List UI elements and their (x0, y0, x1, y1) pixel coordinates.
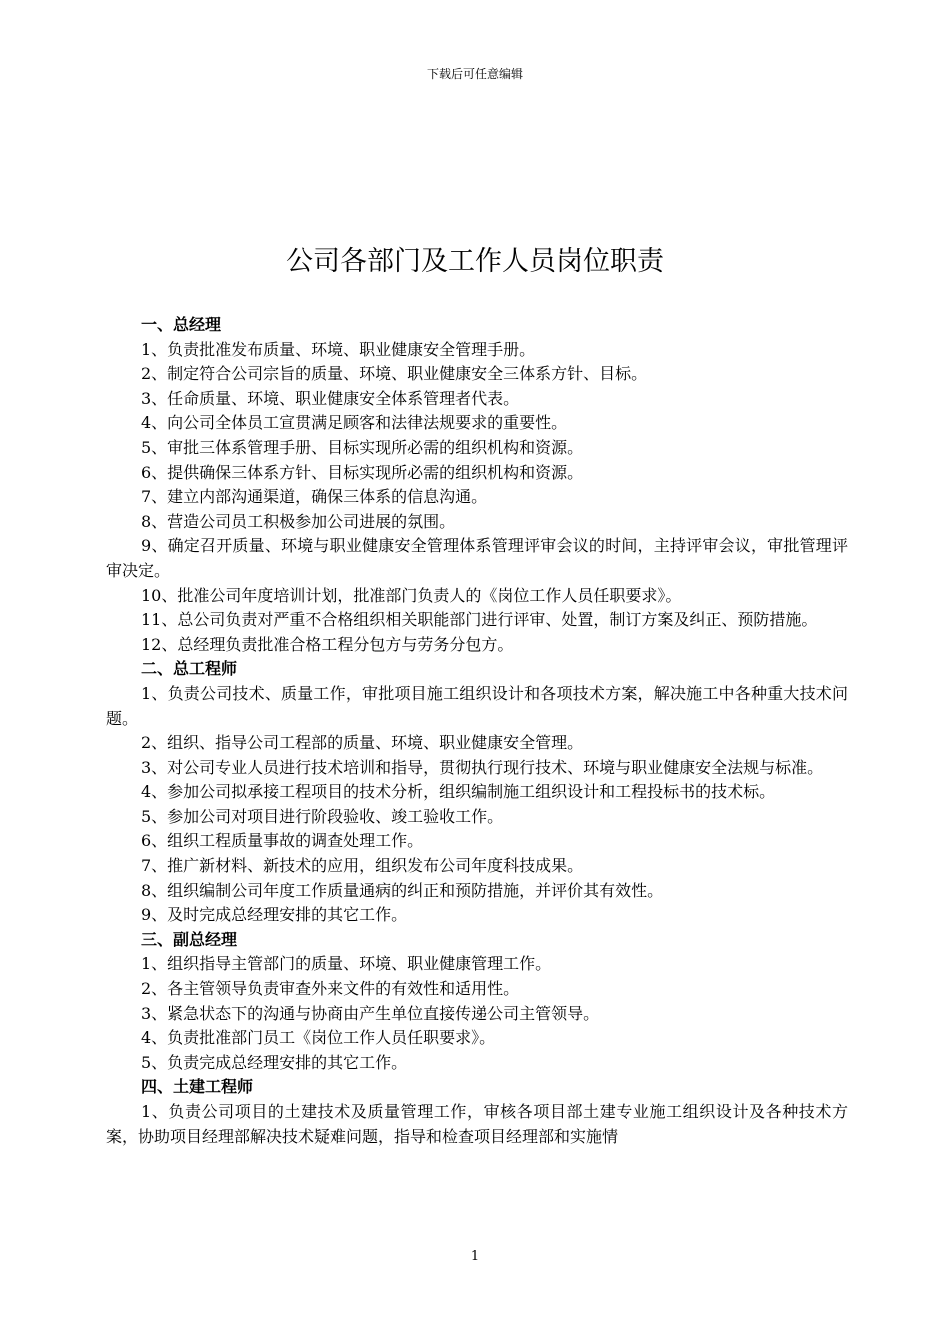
duty-item: 1、负责公司技术、质量工作，审批项目施工组织设计和各项技术方案，解决施工中各种重大技术问题。 (106, 683, 848, 728)
duty-item: 4、参加公司拟承接工程项目的技术分析，组织编制施工组织设计和工程投标书的技术标。 (141, 782, 776, 802)
duty-item: 8、组织编制公司年度工作质量通病的纠正和预防措施，并评价其有效性。 (141, 880, 664, 900)
duty-item: 8、营造公司员工积极参加公司进展的氛围。 (141, 511, 456, 531)
duty-item: 9、确定召开质量、环境与职业健康安全管理体系管理评审会议的时间，主持评审会议，审批管理评审决定。 (106, 536, 848, 580)
duty-item: 7、推广新材料、新技术的应用，组织发布公司年度科技成果。 (141, 856, 584, 876)
duty-item: 2、组织、指导公司工程部的质量、环境、职业健康安全管理。 (141, 733, 584, 753)
section-heading: 三、副总经理 (141, 929, 238, 949)
duty-item: 5、审批三体系管理手册、目标实现所必需的组织机构和资源。 (141, 437, 584, 457)
duty-item: 7、建立内部沟通渠道，确保三体系的信息沟通。 (141, 487, 488, 507)
duty-item: 2、制定符合公司宗旨的质量、环境、职业健康安全三体系方针、目标。 (141, 364, 648, 384)
duty-item: 5、负责完成总经理安排的其它工作。 (141, 1052, 408, 1072)
duty-item: 3、对公司专业人员进行技术培训和指导，贯彻执行现行技术、环境与职业健康安全法规与标准。 (141, 757, 824, 777)
header-note: 下载后可任意编辑 (426, 67, 523, 81)
duty-item: 3、任命质量、环境、职业健康安全体系管理者代表。 (141, 388, 520, 408)
duty-item: 4、负责批准部门员工《岗位工作人员任职要求》。 (141, 1028, 496, 1048)
duty-item: 1、负责批准发布质量、环境、职业健康安全管理手册。 (141, 339, 536, 359)
duty-item: 5、参加公司对项目进行阶段验收、竣工验收工作。 (141, 806, 504, 826)
section-heading: 二、总工程师 (141, 659, 238, 679)
duty-item: 2、各主管领导负责审查外来文件的有效性和适用性。 (141, 979, 520, 999)
section-heading: 一、总经理 (141, 315, 222, 334)
section-heading: 四、土建工程师 (141, 1077, 254, 1097)
duty-item: 11、总公司负责对严重不合格组织相关职能部门进行评审、处置，制订方案及纠正、预防措施。 (141, 610, 818, 630)
duty-item: 3、紧急状态下的沟通与协商由产生单位直接传递公司主管领导。 (141, 1003, 600, 1023)
duty-item: 1、负责公司项目的土建技术及质量管理工作，审核各项目部土建专业施工组织设计及各种技术方案，协助项目经理部解决技术疑难问题，指导和检查项目经理部和实施情 (106, 1102, 848, 1146)
duty-item: 4、向公司全体员工宣贯满足顾客和法律法规要求的重要性。 (141, 413, 568, 433)
duty-item: 6、组织工程质量事故的调查处理工作。 (141, 831, 424, 851)
page-number: 1 (470, 1249, 480, 1264)
document-title: 公司各部门及工作人员岗位职责 (286, 246, 664, 277)
duty-item: 12、总经理负责批准合格工程分包方与劳务分包方。 (141, 634, 514, 654)
duty-item: 10、批准公司年度培训计划，批准部门负责人的《岗位工作人员任职要求》。 (141, 585, 682, 605)
duty-item: 6、提供确保三体系方针、目标实现所必需的组织机构和资源。 (141, 462, 584, 482)
duty-item: 1、组织指导主管部门的质量、环境、职业健康管理工作。 (141, 954, 552, 974)
duty-item: 9、及时完成总经理安排的其它工作。 (141, 905, 408, 925)
document-body (106, 313, 848, 1149)
